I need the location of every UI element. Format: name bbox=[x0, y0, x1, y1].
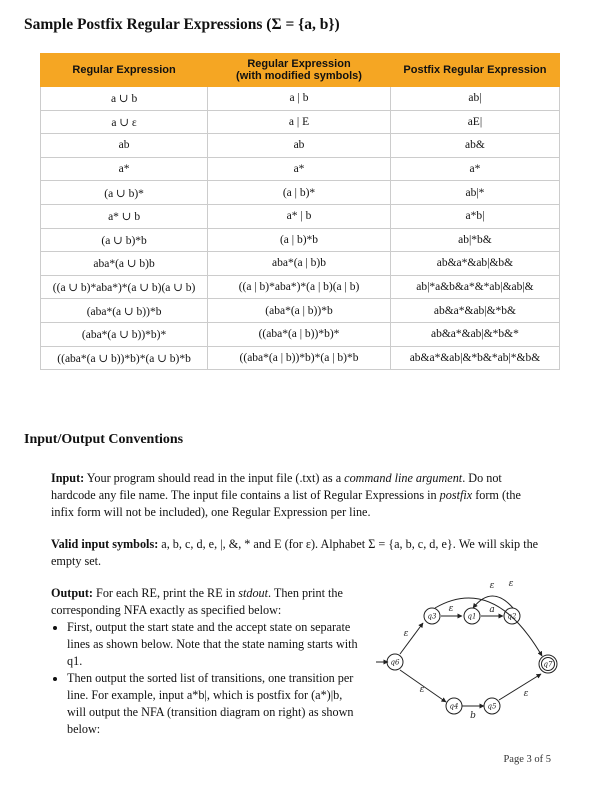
table-row bbox=[41, 87, 560, 111]
table-cell: (a | b)*b bbox=[208, 228, 391, 252]
table-cell: ab| bbox=[390, 87, 559, 111]
nfa-state-label: q5 bbox=[487, 702, 497, 711]
nfa-edge-q5-q7 bbox=[499, 674, 541, 700]
input-text-3: form (the infix form will not be included), one Regular Expression per line. bbox=[51, 488, 521, 519]
table-cell: a | b bbox=[208, 87, 391, 111]
nfa-edge-label: ε bbox=[508, 579, 514, 589]
table-row bbox=[41, 275, 560, 299]
table-cell: ab bbox=[208, 134, 391, 158]
table-cell: aba*(a ∪ b)b bbox=[41, 252, 208, 276]
table-row bbox=[41, 252, 560, 276]
table-cell: aba*(a | b)b bbox=[208, 252, 391, 276]
table-cell: a* ∪ b bbox=[41, 204, 208, 228]
table-cell: a ∪ ε bbox=[41, 110, 208, 134]
output-bullet-2: • Then output the sorted list of transitions, one transition per line. For example, input a*b|, which is postfix for (a*)|b, will output the NFA (transition diagram on right) as shown below: bbox=[67, 670, 361, 738]
input-text-2: . Do not hardcode any file name. The input file contains a list of Regular Expressions in bbox=[51, 471, 502, 502]
nfa-edge-label: ε bbox=[419, 685, 425, 695]
column-header: Regular Expression (with modified symbols) bbox=[208, 54, 391, 87]
table-row bbox=[41, 204, 560, 228]
table-cell: (aba*(a ∪ b))*b bbox=[41, 299, 208, 323]
table-row bbox=[41, 299, 560, 323]
column-header: Regular Expression bbox=[41, 54, 208, 87]
table-cell: ((aba*(a | b))*b)*(a | b)*b bbox=[208, 346, 391, 370]
regex-table bbox=[40, 53, 560, 370]
table-cell: ab& bbox=[390, 134, 559, 158]
table-cell: ab|*a&b&a*&*ab|&ab|& bbox=[390, 275, 559, 299]
table-row bbox=[41, 134, 560, 158]
table-cell: ((aba*(a | b))*b)* bbox=[208, 322, 391, 346]
table-cell: ab|*b& bbox=[390, 228, 559, 252]
table-cell: ab bbox=[41, 134, 208, 158]
output-text-2: . Then print the corresponding NFA exactly as specified below: bbox=[51, 586, 343, 617]
table-cell: (a ∪ b)*b bbox=[41, 228, 208, 252]
nfa-edge-label: ε bbox=[523, 689, 529, 699]
table-row bbox=[41, 322, 560, 346]
nfa-state-label: q3 bbox=[427, 612, 437, 621]
table-body bbox=[41, 87, 560, 370]
table-cell: ab&a*&ab|&b& bbox=[390, 252, 559, 276]
nfa-edge-label: a bbox=[489, 605, 495, 615]
column-header: Postfix Regular Expression bbox=[390, 54, 559, 87]
nfa-diagram bbox=[374, 578, 564, 728]
input-paragraph bbox=[51, 470, 545, 521]
output-paragraph bbox=[51, 585, 361, 738]
table-cell: ab&a*&ab|&*b&* bbox=[390, 322, 559, 346]
table-cell: ((aba*(a ∪ b))*b)*(a ∪ b)*b bbox=[41, 346, 208, 370]
table-cell: ab&a*&ab|&*b&*ab|*&b& bbox=[390, 346, 559, 370]
table-cell: (aba*(a | b))*b bbox=[208, 299, 391, 323]
valid-symbols-label: Valid input symbols: bbox=[51, 537, 159, 551]
table-row bbox=[41, 346, 560, 370]
output-emphasis: stdout bbox=[238, 586, 269, 600]
section-heading: Input/Output Conventions bbox=[24, 432, 184, 447]
input-label: Input: bbox=[51, 471, 85, 485]
table-row bbox=[41, 181, 560, 205]
input-text-1: Your program should read in the input file (.txt) as a bbox=[84, 471, 345, 485]
input-emphasis-1: command line argument bbox=[344, 471, 463, 485]
table-row bbox=[41, 228, 560, 252]
table-cell: ((a | b)*aba*)*(a | b)(a | b) bbox=[208, 275, 391, 299]
table-row bbox=[41, 157, 560, 181]
table-cell: a* bbox=[390, 157, 559, 181]
nfa-state-label: q2 bbox=[507, 612, 517, 621]
output-label: Output: bbox=[51, 586, 93, 600]
table-cell: ab&a*&ab|&*b& bbox=[390, 299, 559, 323]
table-cell: a* | b bbox=[208, 204, 391, 228]
page-number: Page 3 of 5 bbox=[503, 754, 551, 765]
table-cell: aE| bbox=[390, 110, 559, 134]
nfa-edge-label: ε bbox=[489, 581, 495, 591]
input-emphasis-2: postfix bbox=[439, 488, 473, 502]
table-cell: a | E bbox=[208, 110, 391, 134]
table-cell: a* bbox=[208, 157, 391, 181]
valid-symbols-text: a, b, c, d, e, |, &, * and E (for ε). Alphabet Σ = {a, b, c, d, e}. We will skip the empty set. bbox=[51, 537, 539, 568]
table-header-row bbox=[41, 54, 560, 87]
valid-symbols-paragraph bbox=[51, 536, 545, 570]
output-bullet-1: • First, output the start state and the accept state on separate lines as shown below. Note that the state naming starts with q1. bbox=[67, 619, 361, 670]
table-cell: (a | b)* bbox=[208, 181, 391, 205]
table-cell: (aba*(a ∪ b))*b)* bbox=[41, 322, 208, 346]
nfa-edge-label: ε bbox=[403, 629, 409, 639]
table-cell: ab|* bbox=[390, 181, 559, 205]
output-bullet-list bbox=[51, 619, 361, 738]
nfa-state-label: q6 bbox=[390, 658, 400, 667]
nfa-edge-label: b bbox=[470, 711, 476, 721]
table-cell: (a ∪ b)* bbox=[41, 181, 208, 205]
table-cell: a*b| bbox=[390, 204, 559, 228]
output-text-1: For each RE, print the RE in bbox=[93, 586, 239, 600]
nfa-state-label: q4 bbox=[449, 702, 459, 711]
table-cell: a* bbox=[41, 157, 208, 181]
table-cell: ((a ∪ b)*aba*)*(a ∪ b)(a ∪ b) bbox=[41, 275, 208, 299]
nfa-state-label: q7 bbox=[543, 660, 553, 669]
page-title: Sample Postfix Regular Expressions (Σ = {a, b}) bbox=[24, 16, 340, 33]
nfa-state-label: q1 bbox=[467, 612, 477, 621]
nfa-edge-label: ε bbox=[448, 604, 454, 614]
table-row bbox=[41, 110, 560, 134]
table-cell: a ∪ b bbox=[41, 87, 208, 111]
